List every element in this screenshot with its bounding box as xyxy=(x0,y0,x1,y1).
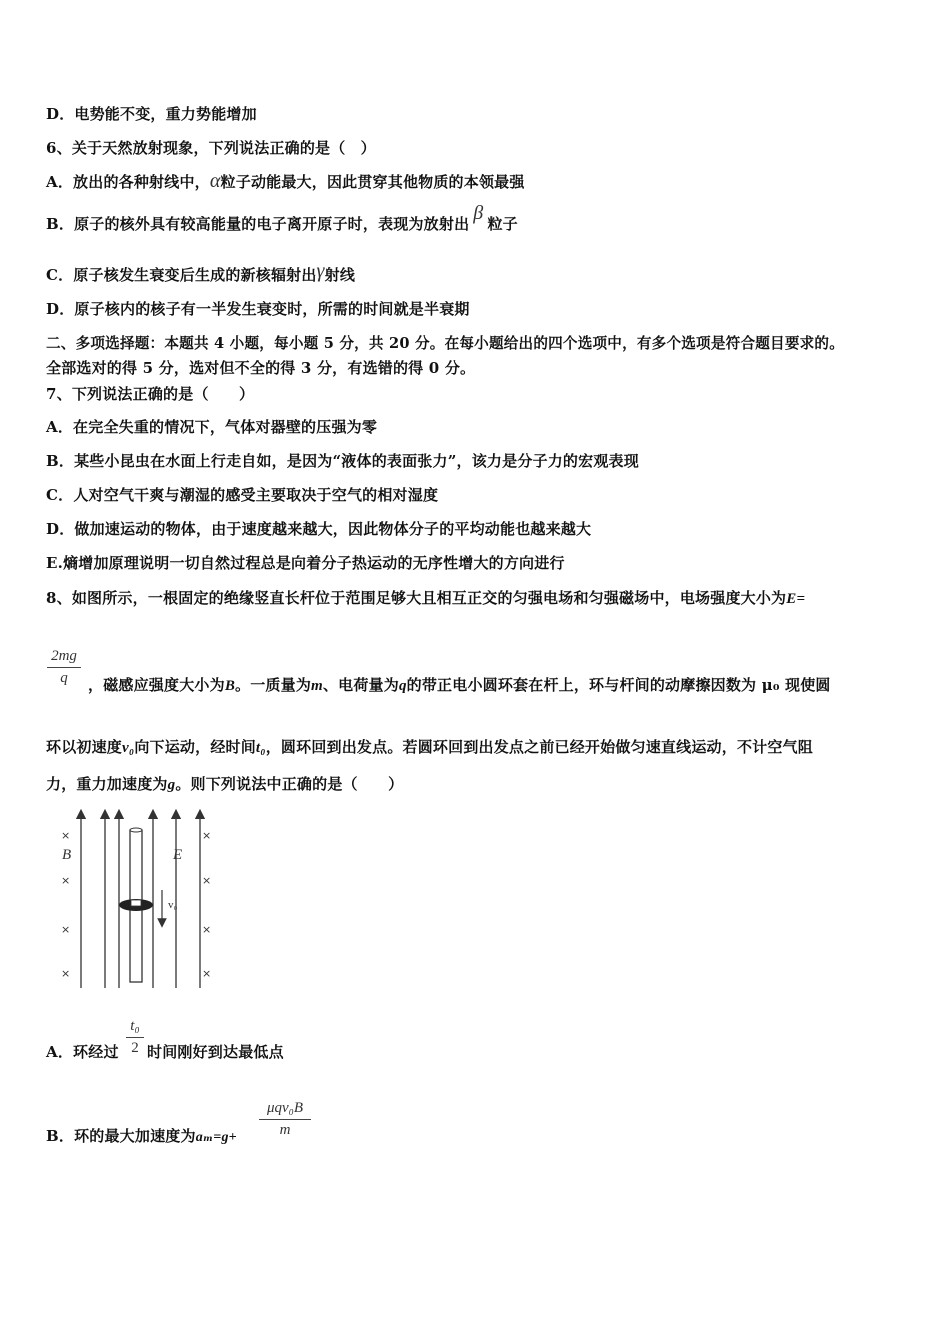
cross-mark: × xyxy=(202,967,212,980)
q7-option-a: A．在完全失重的情况下，气体对器壁的压强为零 xyxy=(46,418,378,436)
velocity-label: v₀ xyxy=(168,899,178,911)
alpha-symbol: α xyxy=(209,170,221,192)
question-8-line3 xyxy=(46,736,813,757)
cross-mark: × xyxy=(61,967,71,980)
q8-t2c: 、电荷量为 xyxy=(322,676,399,694)
field-rod-figure xyxy=(52,808,222,994)
q6-option-d: D．原子核内的核子有一半发生衰变时，所需的时间就是半衰期 xyxy=(46,300,470,318)
q8-t4a: 力，重力加速度为 xyxy=(46,775,168,793)
frac-two: 2 xyxy=(131,1040,139,1056)
q6c-text2: 射线 xyxy=(324,266,356,284)
q6b-text: B．原子的核外具有较高能量的电子离开原子时，表现为放射出 xyxy=(46,215,470,233)
cross-mark: × xyxy=(202,874,212,887)
q7-option-b: B．某些小昆虫在水面上行走自如，是因为“液体的表面张力”，该力是分子力的宏观表现 xyxy=(46,452,639,470)
q6a-text2: 粒子动能最大，因此贯穿其他物质的本领最强 xyxy=(220,173,525,191)
q6a-text: A．放出的各种射线中， xyxy=(46,173,210,191)
q7-option-d: D．做加速运动的物体，由于速度越来越大，因此物体分子的平均动能也越来越大 xyxy=(46,520,592,538)
q8b-text: B．环的最大加速度为 xyxy=(46,1127,196,1145)
rod-top xyxy=(130,828,142,832)
question-8-line4 xyxy=(46,773,403,794)
q8-option-a-text: 时间刚好到达最低点 xyxy=(147,1043,284,1061)
fraction-2mg-over-q xyxy=(47,648,81,687)
fraction-t0-over-2 xyxy=(126,1018,144,1057)
q8-b: B xyxy=(224,678,236,694)
frac-numerator: 2mg xyxy=(51,648,77,664)
cross-mark: × xyxy=(61,874,71,887)
frac-denominator: q xyxy=(60,670,68,686)
q8-t3c: ，圆环回到出发点。若圆环回到出发点之前已经开始做匀速直线运动，不计空气阻 xyxy=(265,738,813,756)
question-7: 7、下列说法正确的是（ ） xyxy=(46,385,255,403)
q6-option-c xyxy=(46,260,356,286)
fraction-muqv0B-over-m xyxy=(259,1100,311,1139)
q8-q: q xyxy=(398,678,407,694)
gamma-symbol: γ xyxy=(316,260,325,282)
label-E: E xyxy=(173,847,183,863)
q8-option-a-label: A．环经过 xyxy=(46,1043,119,1061)
q8-m: m xyxy=(311,678,323,694)
q7-option-c: C．人对空气干爽与潮湿的感受主要取决于空气的相对湿度 xyxy=(46,486,439,504)
q8-t2b: 。一质量为 xyxy=(235,676,312,694)
frac-m: m xyxy=(279,1122,291,1138)
q6-option-b xyxy=(46,202,518,235)
question-8-line2 xyxy=(88,674,831,695)
frac-t0: t₀ xyxy=(130,1018,140,1034)
section-2-scoring: 全部选对的得 5 分，选对但不全的得 3 分，有选错的得 0 分。 xyxy=(46,359,476,377)
q8b-am: aₘ=g+ xyxy=(195,1130,237,1145)
q6b-text2: 粒子 xyxy=(487,215,518,233)
q8-t2d: 的带正电小圆环套在杆上，环与杆间的动摩擦因数为 μ₀ 现使圆 xyxy=(406,676,831,694)
q6c-text: C．原子核发生衰变后生成的新核辐射出 xyxy=(46,266,317,284)
q8-text1: 8、如图所示，一根固定的绝缘竖直长杆位于范围足够大且相互正交的匀强电场和匀强磁场中，电场强度大小为 xyxy=(46,589,787,607)
frac-muqv0b: μqv₀B xyxy=(266,1100,304,1116)
cross-mark: × xyxy=(202,829,212,842)
cross-mark: × xyxy=(61,923,71,936)
q8-v0: v₀ xyxy=(122,740,135,756)
q8-e-eq: E= xyxy=(786,591,806,607)
section-2-heading: 二、多项选择题：本题共 4 小题，每小题 5 分，共 20 分。在每小题给出的四个选项中，有多个选项是符合题目要求的。 xyxy=(46,335,844,352)
q8-t2a: ，磁感应强度大小为 xyxy=(88,676,225,694)
q8-t0: t₀ xyxy=(255,740,266,756)
label-B: B xyxy=(62,847,72,863)
option-d-prev: D．电势能不变，重力势能增加 xyxy=(46,105,257,123)
question-6: 6、关于天然放射现象，下列说法正确的是（ ） xyxy=(46,139,376,157)
question-8-line1 xyxy=(46,587,805,608)
cross-mark: × xyxy=(202,923,212,936)
q7-option-e: E.熵增加原理说明一切自然过程总是向着分子热运动的无序性增大的方向进行 xyxy=(46,554,565,572)
q6-option-a xyxy=(46,170,525,193)
beta-symbol: β xyxy=(473,202,484,224)
q8-option-b xyxy=(46,1125,237,1146)
q8-g: g xyxy=(167,777,176,793)
q8-t4b: 。则下列说法中正确的是（ ） xyxy=(175,775,404,793)
q8-t3a: 环以初速度 xyxy=(46,738,123,756)
ring-gap xyxy=(131,900,141,906)
cross-mark: × xyxy=(61,829,71,842)
q8-t3b: 向下运动，经时间 xyxy=(134,738,256,756)
